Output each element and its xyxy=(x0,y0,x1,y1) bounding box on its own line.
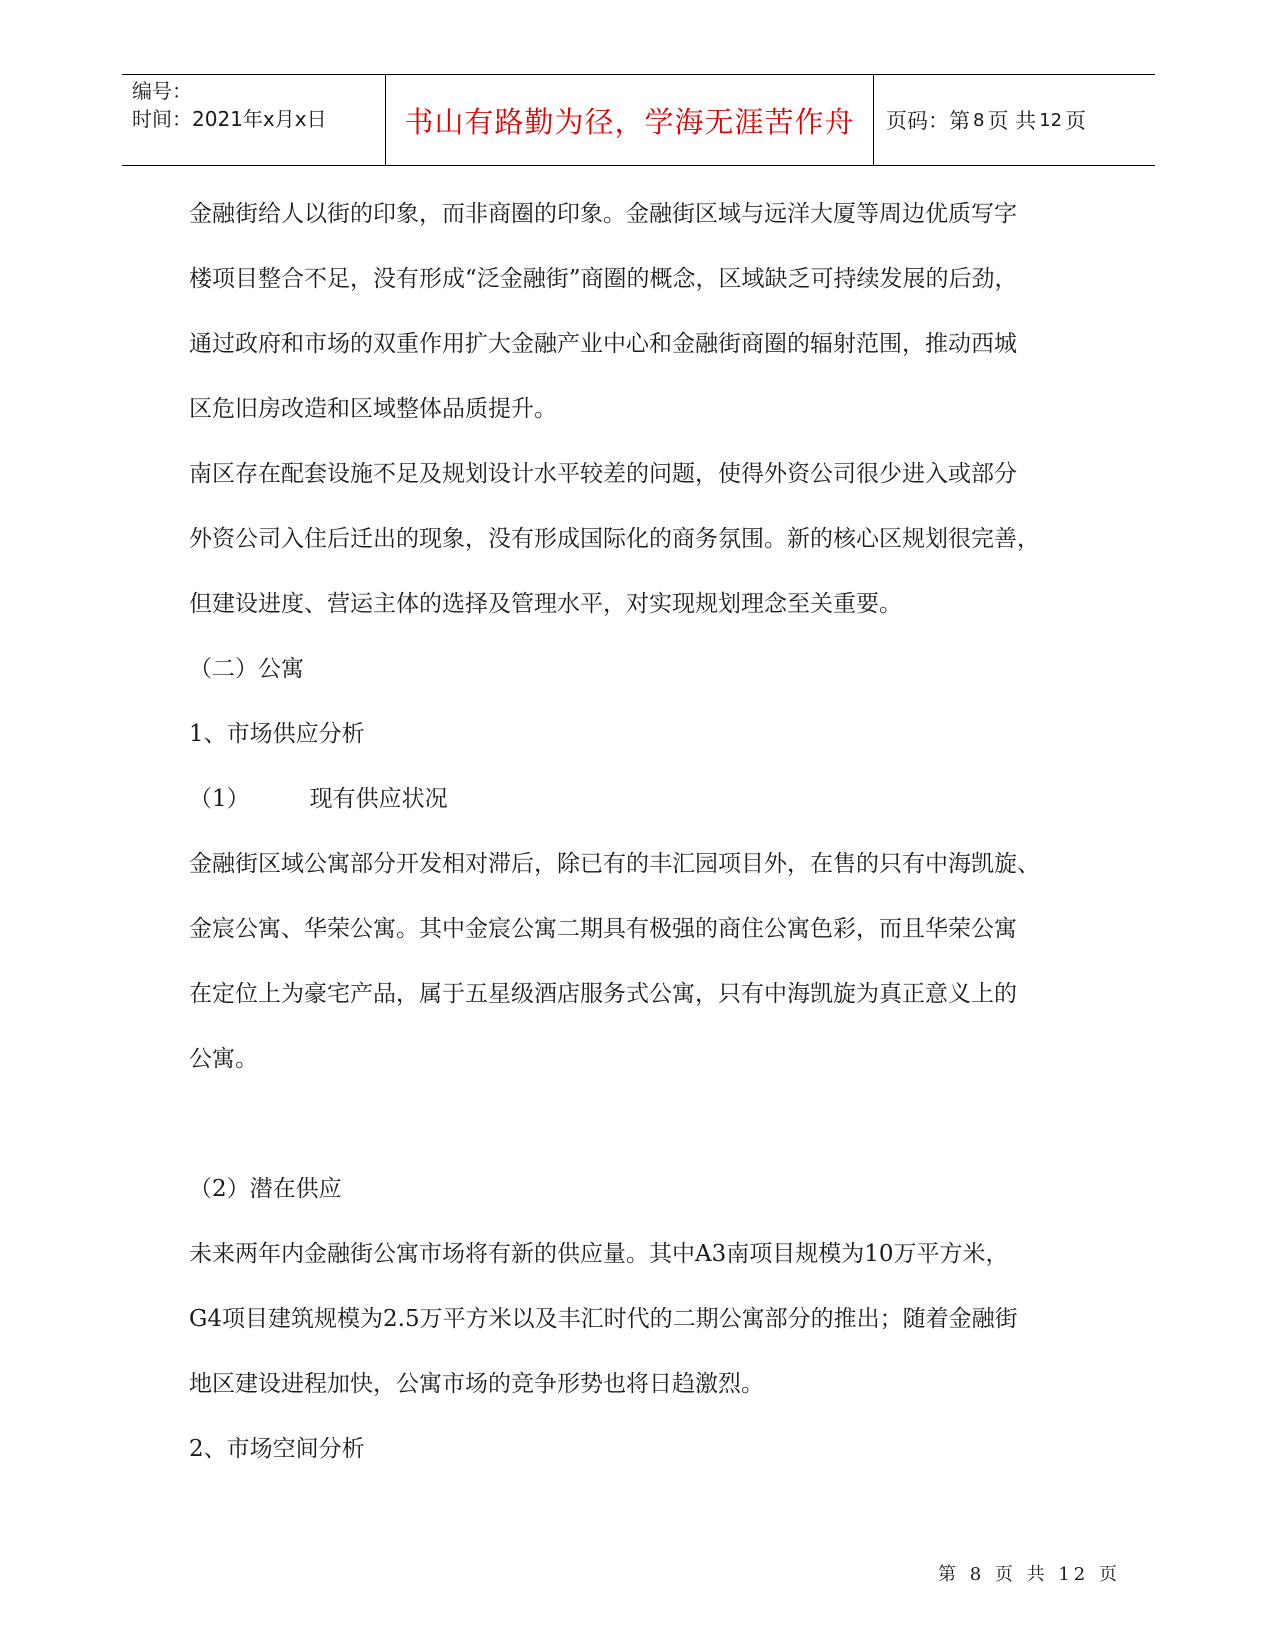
blank-line xyxy=(189,1092,1109,1157)
paragraph-line: G4项目建筑规模为2.5万平方米以及丰汇时代的二期公寓部分的推出；随着金融街 xyxy=(189,1306,1018,1332)
paragraph-line: 区危旧房改造和区域整体品质提升。 xyxy=(189,396,557,422)
paragraph-line: 金宸公寓、华荣公寓。其中金宸公寓二期具有极强的商住公寓色彩，而且华荣公寓 xyxy=(189,916,1017,942)
paragraph-line: 金融街给人以街的印象，而非商圈的印象。金融街区域与远洋大厦等周边优质写字 xyxy=(189,201,1017,227)
paragraph-line: 楼项目整合不足，没有形成“泛金融街”商圈的概念，区域缺乏可持续发展的后劲， xyxy=(189,266,1018,292)
paragraph-line: 地区建设进程加快，公寓市场的竞争形势也将日趋激烈。 xyxy=(189,1371,764,1397)
page-footer: 第 8 页 共 12 页 xyxy=(938,1564,1121,1585)
paragraph-line: 南区存在配套设施不足及规划设计水平较差的问题，使得外资公司很少进入或部分 xyxy=(189,461,1017,487)
header-motto: 书山有路勤为径，学海无涯苦作舟 xyxy=(404,104,855,139)
header-motto-cell xyxy=(386,75,874,165)
header-page-mid: 页 共 xyxy=(987,109,1037,133)
paragraph-line: 未来两年内金融街公寓市场将有新的供应量。其中A3南项目规模为10万平方米， xyxy=(189,1241,1009,1267)
header-page-total: 12 xyxy=(1039,109,1063,131)
header-page-cell xyxy=(874,75,1155,165)
document-body xyxy=(189,182,1109,1482)
subheading-potential-supply: （2）潜在供应 xyxy=(189,1176,342,1202)
subheading-current-supply xyxy=(189,767,1109,832)
paragraph-line: 外资公司入住后迁出的现象，没有形成国际化的商务氛围。新的核心区规划很完善， xyxy=(189,526,1040,552)
document-date-label: 时间：2021年x月x日 xyxy=(132,107,327,131)
document-header xyxy=(122,74,1155,166)
header-meta-cell xyxy=(122,75,386,165)
header-page-suffix: 页 xyxy=(1065,109,1087,133)
paragraph-line: 通过政府和市场的双重作用扩大金融产业中心和金融街商圈的辐射范围，推动西城 xyxy=(189,331,1017,357)
paragraph-line: 公寓。 xyxy=(189,1046,258,1072)
subsection-heading-space-analysis: 2、市场空间分析 xyxy=(189,1436,365,1462)
paragraph-line: 在定位上为豪宅产品，属于五星级酒店服务式公寓，只有中海凯旋为真正意义上的 xyxy=(189,981,1017,1007)
subsection-heading-supply-analysis: 1、市场供应分析 xyxy=(189,721,365,747)
document-number-label: 编号： xyxy=(132,79,192,103)
paragraph-line: 但建设进度、营运主体的选择及管理水平，对实现规划理念至关重要。 xyxy=(189,591,902,617)
paragraph-line: 金融街区域公寓部分开发相对滞后，除已有的丰汇园项目外，在售的只有中海凯旋、 xyxy=(189,851,1040,877)
header-page-number: 8 xyxy=(973,109,985,131)
subheading-text: 现有供应状况 xyxy=(309,786,448,812)
header-page-prefix: 页码：第 xyxy=(886,109,970,133)
section-heading-apartment: （二）公寓 xyxy=(189,656,304,682)
subheading-number: （1） xyxy=(189,786,250,812)
